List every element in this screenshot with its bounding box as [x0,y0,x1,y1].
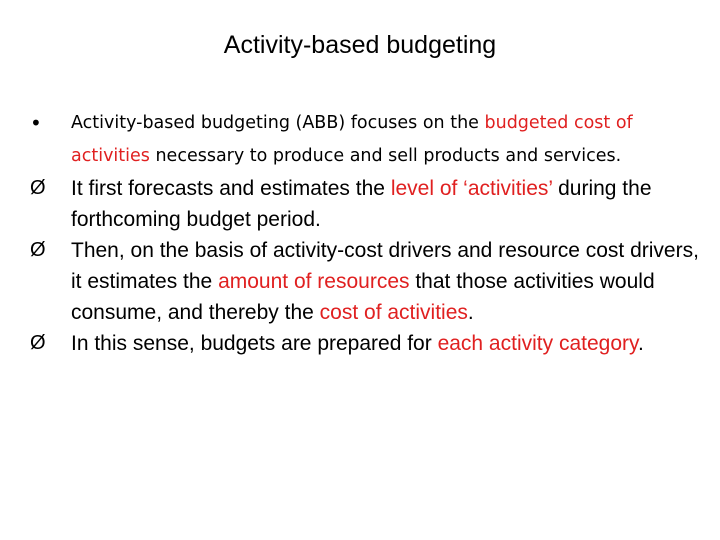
sub-bullet-2-text-3: . [467,301,474,324]
sub-bullet-3-highlight-1: each activity category [437,332,638,355]
sub-bullet-2-highlight-1: amount of resources [218,270,410,293]
sub-bullet-3-text-2: . [637,332,644,355]
bullet-dot-icon: • [30,111,42,135]
sub-bullet-3-text-1: In this sense, budgets are prepared for [71,332,438,355]
sub-bullet-3 [30,328,700,359]
main-bullet-text-2: necessary to produce and sell products and services. [149,146,622,166]
slide-content [30,107,700,359]
main-bullet-highlight-1: budgeted cost of activities [71,113,633,166]
sub-bullet-2-text-1: Then, on the basis of activity-cost drivers and resource cost drivers, it estimates the [71,239,699,293]
sub-bullet-1-text-2: during the forthcoming budget period. [71,177,652,231]
main-bullet-text-1: Activity-based budgeting (ABB) focuses on the [71,113,485,133]
arrow-bullet-icon: Ø [30,177,46,199]
sub-bullet-2-text-2: that those activities would consume, and thereby the [71,270,655,324]
sub-bullet-2-highlight-2: cost of activities [319,301,468,324]
sub-bullet-1-text-1: It first forecasts and estimates the [71,177,391,200]
sub-bullet-2 [30,235,700,328]
slide-title: Activity-based budgeting [223,31,497,59]
sub-bullet-1 [30,173,700,235]
arrow-bullet-icon: Ø [30,332,46,354]
sub-bullet-1-highlight-1: level of ‘activities’ [390,177,553,200]
arrow-bullet-icon: Ø [30,239,46,261]
main-bullet [30,107,700,173]
